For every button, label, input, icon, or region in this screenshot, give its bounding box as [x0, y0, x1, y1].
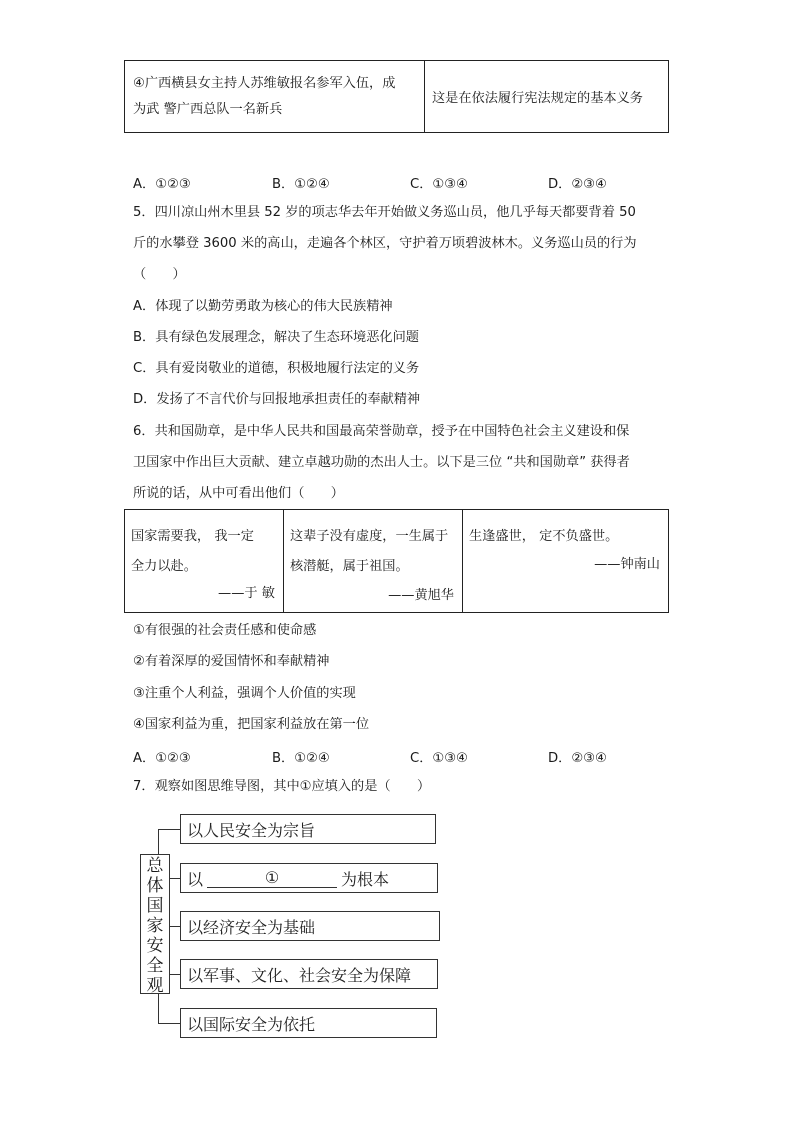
q6-option-a[interactable]: A．①②③	[133, 751, 191, 766]
mind-map-branch-2: 以 ① 为根本	[180, 863, 438, 893]
q6-item-1: ①有很强的社会责任感和使命感	[133, 623, 317, 638]
quote-text: 国家需要我， 我一定	[131, 529, 254, 544]
top-table	[124, 60, 669, 133]
quote-cell-yu-min	[125, 510, 284, 612]
q6-option-c[interactable]: C．①③④	[410, 751, 468, 766]
q6-options	[133, 747, 673, 765]
q6-stem-line3: 所说的话，从中可看出他们（ ）	[133, 486, 344, 501]
q4-options	[133, 173, 673, 191]
quote-signature: ——钟南山	[594, 557, 660, 572]
q6-stem-line1: 6．共和国勋章，是中华人民共和国最高荣誉勋章，授予在中国特色社会主义建设和保	[133, 424, 630, 439]
quote-text: 核潜艇，属于祖国。	[290, 559, 409, 574]
q5-stem-line1: 5．四川凉山州木里县 52 岁的项志华去年开始做义务巡山员，他几乎每天都要背着 50	[133, 205, 636, 220]
top-table-right-cell: 这是在依法履行宪法规定的基本义务	[432, 91, 643, 106]
q4-option-d[interactable]: D．②③④	[548, 177, 607, 192]
q4-option-b[interactable]: B．①②④	[272, 177, 330, 192]
q7-stem: 7．观察如图思维导图，其中①应填入的是（ ）	[133, 779, 431, 794]
top-table-left-line2: 为武 警广西总队一名新兵	[133, 102, 283, 117]
quote-cell-huang-xuhua	[284, 510, 463, 612]
q5-option-c[interactable]: C．具有爱岗敬业的道德，积极地履行法定的义务	[133, 361, 420, 376]
quote-text: 这辈子没有虚度，一生属于	[290, 529, 449, 544]
q6-stem-line2: 卫国家中作出巨大贡献、建立卓越功勋的杰出人士。以下是三位 “共和国勋章” 获得者	[133, 455, 630, 470]
mind-map-branch-5: 以国际安全为依托	[180, 1008, 437, 1038]
mind-map-branch-3: 以经济安全为基础	[180, 911, 440, 941]
q4-option-c[interactable]: C．①③④	[410, 177, 468, 192]
quote-text: 全力以赴。	[131, 559, 197, 574]
quote-signature: ——于 敏	[218, 586, 275, 601]
q5-option-d[interactable]: D．发扬了不言代价与回报地承担责任的奉献精神	[133, 392, 421, 407]
top-table-left-line1: ④广西横县女主持人苏维敏报名参军入伍，成	[133, 76, 396, 91]
q6-item-3: ③注重个人利益，强调个人价值的实现	[133, 686, 356, 701]
q6-option-b[interactable]: B．①②④	[272, 751, 330, 766]
mind-map-branch-4: 以军事、文化、社会安全为保障	[180, 959, 438, 989]
q5-option-a[interactable]: A．体现了以勤劳勇敢为核心的伟大民族精神	[133, 299, 393, 314]
q5-stem-line3: （ ）	[133, 267, 186, 282]
top-table-left-cell	[125, 61, 425, 132]
quote-signature: ——黄旭华	[388, 588, 454, 603]
quote-text: 生逢盛世， 定不负盛世。	[469, 529, 619, 544]
mind-map-blank: ①	[207, 869, 337, 888]
quote-cell-zhong-nanshan	[463, 510, 668, 612]
mind-map-root: 总 体 国 家 安 全 观	[140, 854, 170, 994]
q5-stem-line2: 斤的水攀登 3600 米的高山，走遍各个林区，守护着万顷碧波林木。义务巡山员的行为	[133, 236, 637, 251]
quotes-table	[124, 509, 669, 613]
q4-option-a[interactable]: A．①②③	[133, 177, 191, 192]
mind-map-branch-1: 以人民安全为宗旨	[180, 814, 436, 844]
q6-option-d[interactable]: D．②③④	[548, 751, 607, 766]
q5-option-b[interactable]: B．具有绿色发展理念，解决了生态环境恶化问题	[133, 330, 419, 345]
q6-item-2: ②有着深厚的爱国情怀和奉献精神	[133, 654, 330, 669]
q6-item-4: ④国家利益为重，把国家利益放在第一位	[133, 717, 370, 732]
